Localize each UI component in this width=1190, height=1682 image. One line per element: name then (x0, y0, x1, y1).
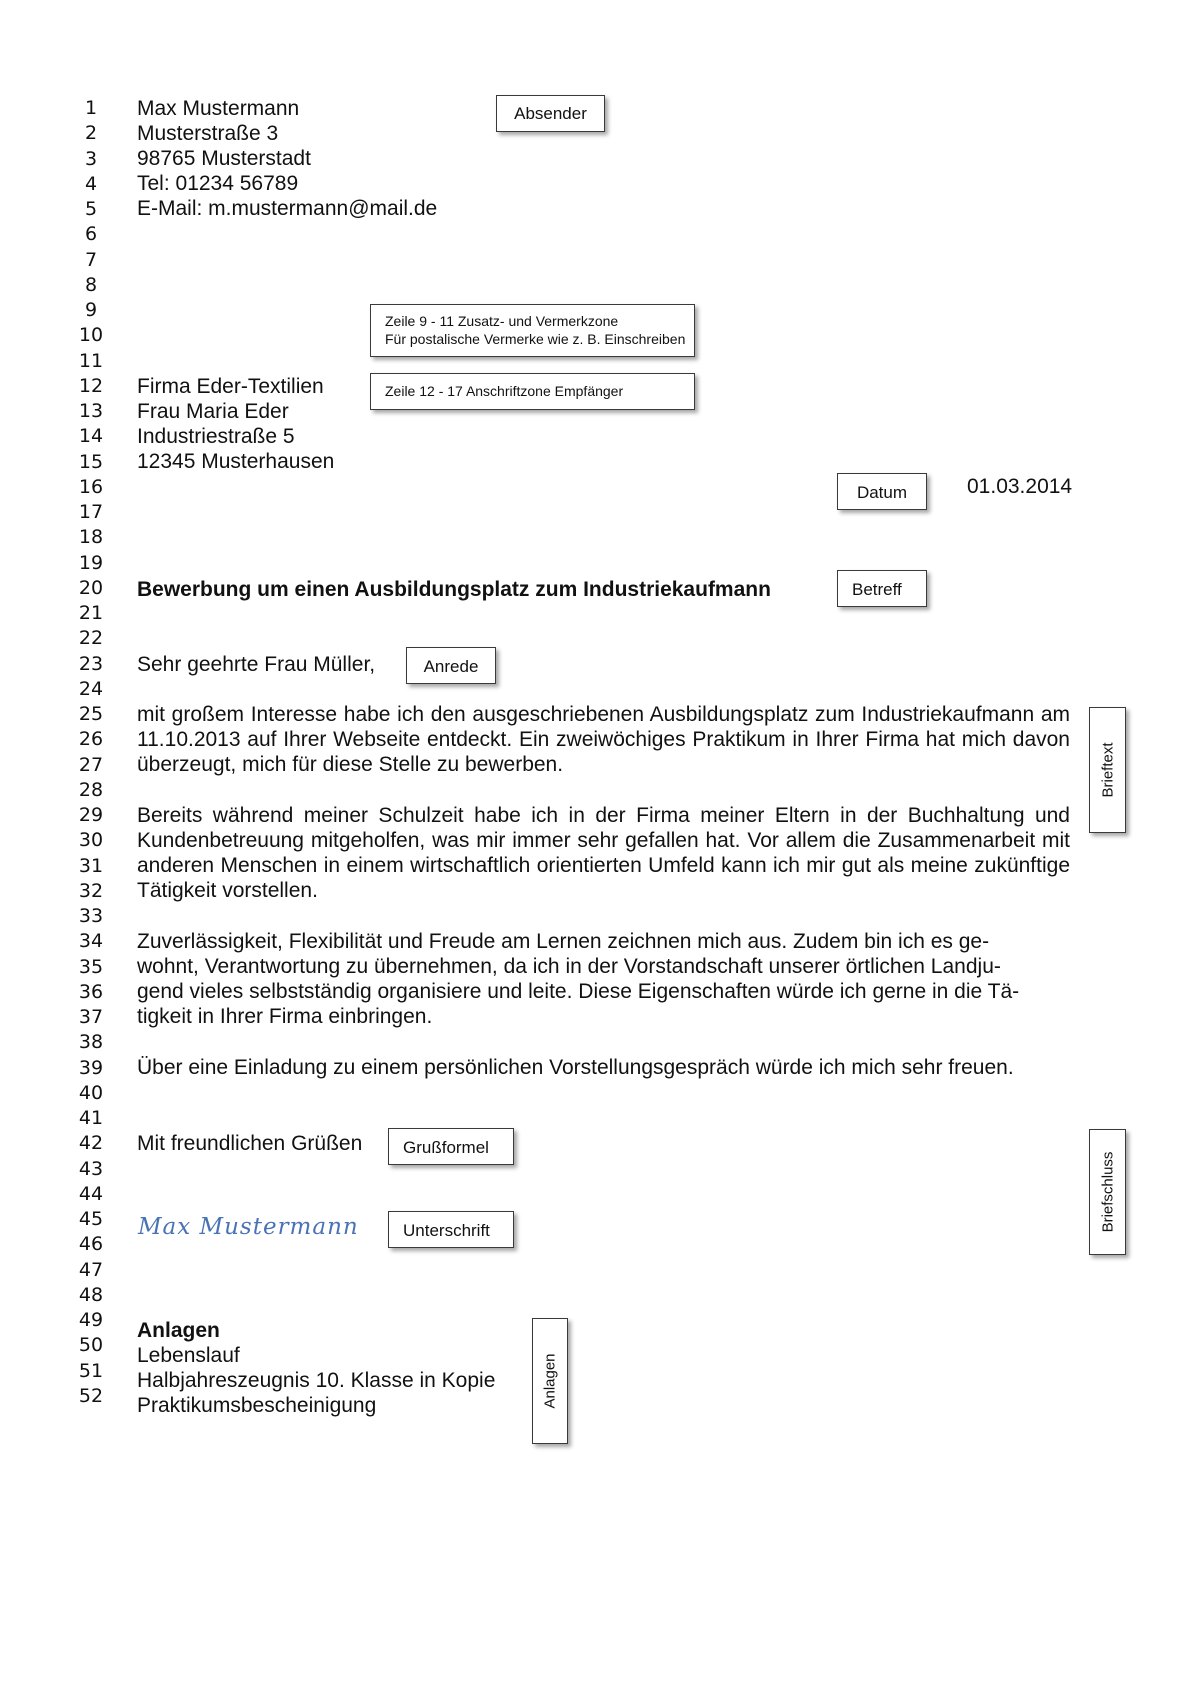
line-number: 25 (78, 703, 104, 725)
recipient-company: Firma Eder-Textilien (137, 375, 324, 398)
annotation-zusatz-vermerkzone (370, 304, 695, 357)
line-number: 22 (78, 627, 104, 650)
line-number: 8 (84, 273, 98, 296)
annotation-betreff-label: Betreff (852, 580, 902, 599)
annotation-grussformel-label: Grußformel (403, 1138, 489, 1157)
line-number: 52 (78, 1384, 104, 1407)
line-number: 42 (78, 1132, 104, 1155)
line-number: 38 (78, 1031, 104, 1054)
annotation-zusatz-line-2: Für postalische Vermerke wie z. B. Einschreiben (385, 331, 686, 347)
line-number: 19 (78, 551, 104, 574)
line-number: 12 (78, 374, 104, 397)
line-number: 20 (78, 576, 104, 599)
line-number: 10 (78, 324, 104, 347)
line-number: 33 (78, 905, 104, 927)
body-paragraph-3-line-1: Zuverlässigkeit, Flexibilität und Freude am Lernen zeichnen mich aus. Zudem bin ich es ge- (137, 930, 990, 953)
attachment-item: Lebenslauf (137, 1344, 240, 1367)
body-paragraph-3-line-4: tigkeit in Ihrer Firma einbringen. (137, 1005, 433, 1028)
line-number: 32 (78, 879, 104, 902)
sender-email: E-Mail: m.mustermann@mail.de (137, 197, 438, 220)
annotation-grussformel (388, 1128, 514, 1165)
annotation-zusatz-line-1: Zeile 9 - 11 Zusatz- und Vermerkzone (385, 313, 619, 329)
annotation-unterschrift-label: Unterschrift (403, 1221, 490, 1240)
line-number: 4 (84, 172, 98, 195)
annotation-absender (496, 95, 605, 132)
line-number: 44 (78, 1182, 104, 1205)
line-number: 49 (78, 1309, 104, 1331)
closing-phrase: Mit freundlichen Grüßen (137, 1132, 363, 1155)
line-number: 39 (78, 1056, 104, 1079)
recipient-street: Industriestraße 5 (137, 425, 295, 448)
line-number: 35 (78, 955, 104, 978)
line-number: 36 (78, 980, 104, 1003)
salutation: Sehr geehrte Frau Müller, (137, 653, 376, 676)
annotation-unterschrift (388, 1211, 514, 1248)
annotation-brieftext (1089, 707, 1126, 833)
annotation-anlagen (532, 1318, 568, 1444)
sender-street: Musterstraße 3 (137, 122, 279, 145)
line-number: 47 (78, 1258, 104, 1281)
annotation-anlagen-label: Anlagen (541, 1353, 559, 1409)
line-number: 3 (84, 147, 98, 170)
line-number: 50 (78, 1334, 104, 1357)
recipient-city: 12345 Musterhausen (137, 450, 335, 473)
line-number: 5 (84, 198, 98, 220)
line-number: 45 (78, 1208, 104, 1230)
body-paragraph-3-line-3: gend vieles selbstständig organisiere und leite. Diese Eigenschaften würde ich gerne in die Tä- (137, 980, 1020, 1003)
line-number: 23 (78, 652, 104, 675)
annotation-anschriftzone (370, 373, 695, 410)
line-number: 27 (78, 753, 104, 776)
body-paragraph-2: Bereits während meiner Schulzeit habe ich in der Firma meiner Eltern in der Buchhaltung und Kundenbetreuung mitgeholfen, was mir immer sehr gefallen hat. Vor allem die Zusammenarbeit mit anderen Menschen in einem wirtschaftlich orientierten Umfeld kann ich mir gut als meine zukünftige Tätigkeit vorstellen. (137, 804, 1070, 902)
body-paragraph-1: mit großem Interesse habe ich den ausgeschriebenen Ausbildungsplatz zum Industriekaufmann am 11.10.2013 auf Ihrer Webseite entdeckt. Ein zweiwöchiges Praktikum in Ihrer Firma hat mich davon überzeugt, mich für diese Stelle zu bewerben. (137, 703, 1070, 776)
line-number: 46 (78, 1233, 104, 1256)
line-number: 26 (78, 728, 104, 751)
line-number: 51 (78, 1359, 104, 1382)
body-paragraph-3-line-2: wohnt, Verantwortung zu übernehmen, da ich in der Vorstandschaft unserer örtlichen Landju- (137, 955, 1001, 978)
annotation-brieftext-label: Brieftext (1099, 742, 1116, 798)
annotation-betreff (837, 570, 927, 607)
line-number: 17 (78, 501, 104, 523)
body-paragraph-4: Über eine Einladung zu einem persönlichen Vorstellungsgespräch würde ich mich sehr freuen. (137, 1056, 1014, 1079)
recipient-person: Frau Maria Eder (137, 400, 289, 423)
line-number: 11 (78, 349, 104, 372)
line-number: 37 (78, 1006, 104, 1028)
line-number: 13 (78, 400, 104, 422)
line-number: 14 (78, 425, 104, 448)
line-number: 40 (78, 1081, 104, 1104)
line-number: 9 (84, 299, 98, 321)
sender-city: 98765 Musterstadt (137, 147, 311, 170)
annotation-absender-label: Absender (514, 104, 587, 123)
annotation-anrede-label: Anrede (423, 657, 479, 676)
line-number: 21 (78, 602, 104, 624)
annotation-briefschluss (1089, 1129, 1126, 1255)
annotation-datum-label: Datum (856, 483, 908, 502)
annotation-anschriftzone-label: Zeile 12 - 17 Anschriftzone Empfänger (385, 383, 624, 399)
line-number: 29 (78, 804, 104, 826)
line-number: 24 (78, 677, 104, 700)
line-number: 28 (78, 778, 104, 801)
line-number: 7 (84, 248, 98, 271)
line-number: 30 (78, 829, 104, 852)
sender-phone: Tel: 01234 56789 (137, 172, 299, 195)
attachment-item: Halbjahreszeugnis 10. Klasse in Kopie (137, 1369, 496, 1392)
letter-date: 01.03.2014 (967, 475, 1073, 498)
letter-subject: Bewerbung um einen Ausbildungsplatz zum Industriekaufmann (137, 578, 771, 601)
line-number: 34 (78, 930, 104, 953)
annotation-anrede (406, 647, 496, 684)
attachment-item: Praktikumsbescheinigung (137, 1394, 377, 1417)
line-number: 18 (78, 526, 104, 549)
line-number: 2 (84, 122, 98, 145)
line-number: 15 (78, 450, 104, 473)
line-number: 16 (78, 475, 104, 498)
line-number: 1 (84, 97, 98, 119)
annotation-briefschluss-label: Briefschluss (1099, 1151, 1116, 1233)
line-number: 48 (78, 1283, 104, 1306)
sender-name: Max Mustermann (137, 97, 300, 120)
line-number: 41 (78, 1107, 104, 1129)
line-number: 6 (84, 223, 98, 246)
line-number: 43 (78, 1157, 104, 1180)
handwritten-signature: Max Mustermann (138, 1214, 359, 1240)
annotation-datum (837, 473, 927, 510)
line-number: 31 (78, 854, 104, 877)
attachments-heading: Anlagen (137, 1319, 220, 1342)
